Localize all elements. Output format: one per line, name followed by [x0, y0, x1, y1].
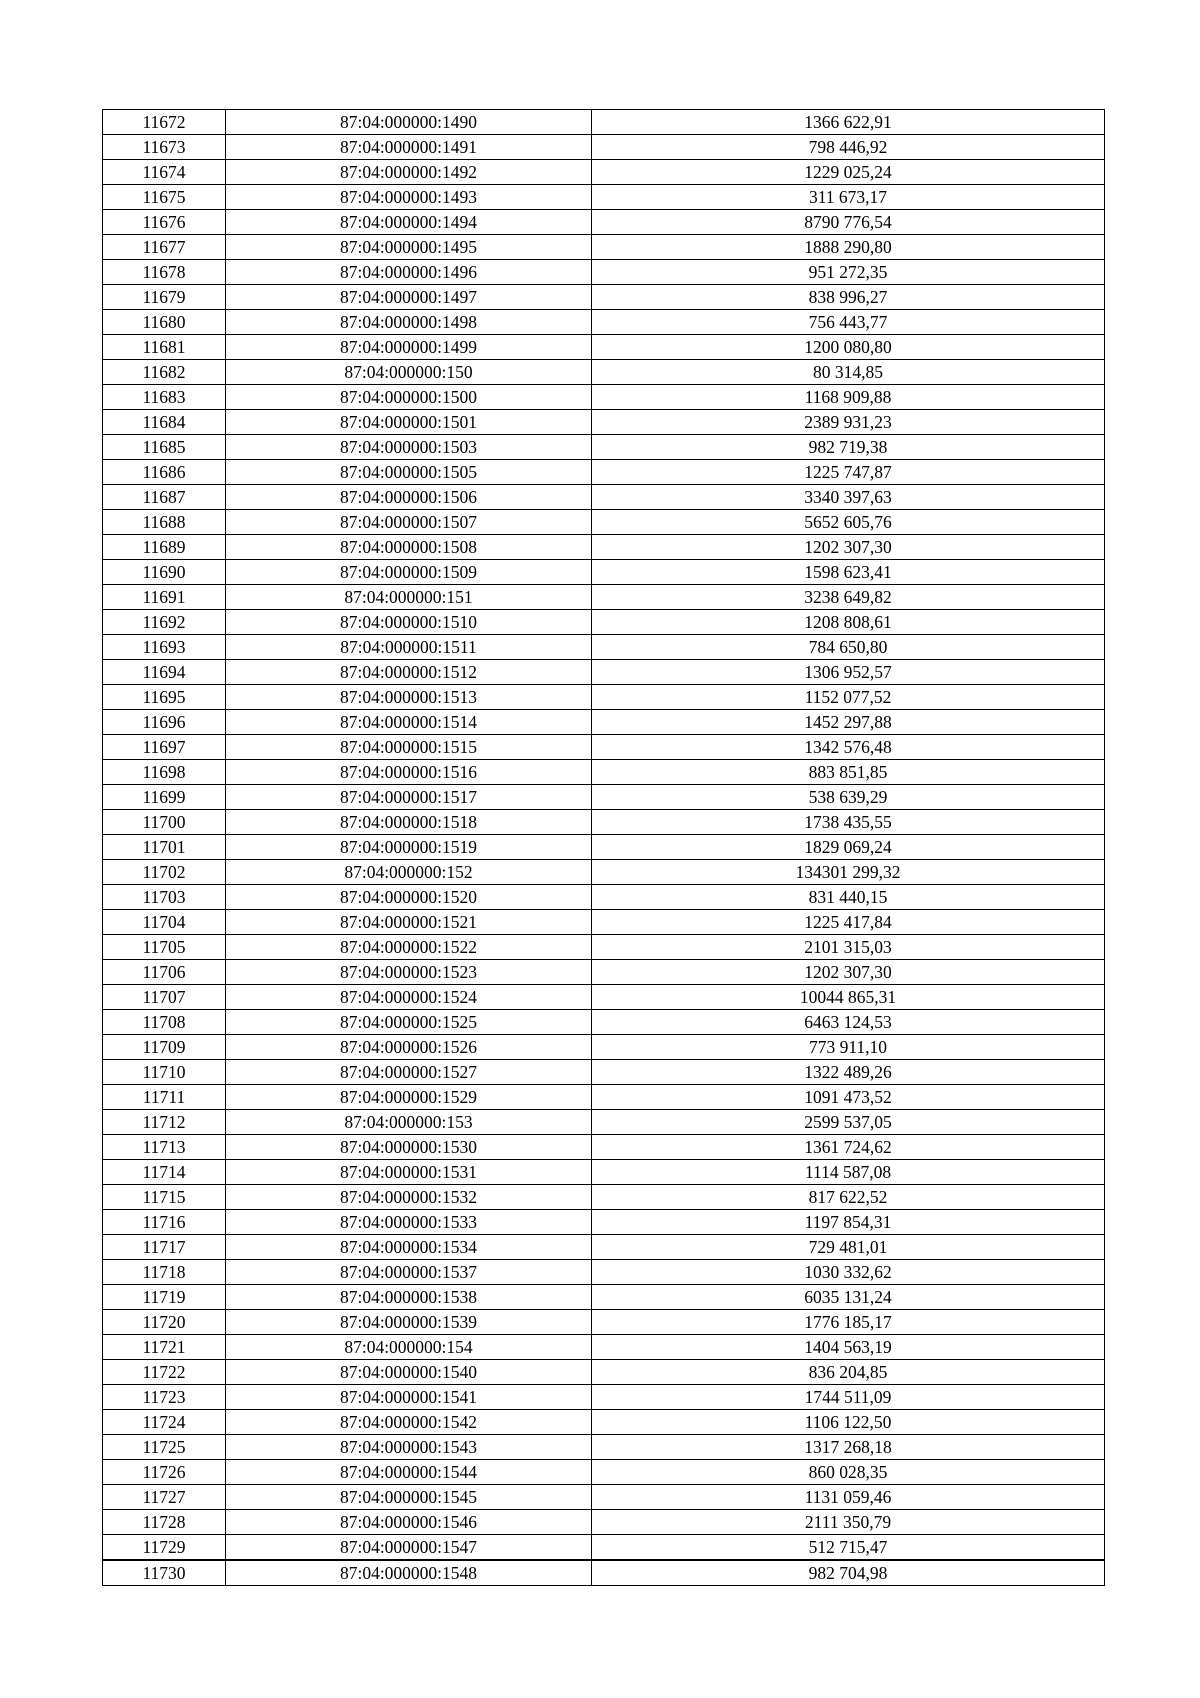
cadastral-number-cell: 87:04:000000:1539 — [226, 1310, 592, 1335]
value-cell: 134301 299,32 — [592, 860, 1105, 885]
table-row — [103, 1535, 1105, 1561]
row-number-cell: 11704 — [103, 910, 226, 935]
value-cell: 1106 122,50 — [592, 1410, 1105, 1435]
table-row — [103, 460, 1105, 485]
table-row — [103, 860, 1105, 885]
cadastral-number-cell: 87:04:000000:1498 — [226, 310, 592, 335]
value-cell: 860 028,35 — [592, 1460, 1105, 1485]
cadastral-number-cell: 87:04:000000:1534 — [226, 1235, 592, 1260]
table-row — [103, 810, 1105, 835]
table-row — [103, 960, 1105, 985]
table-row — [103, 135, 1105, 160]
table-row — [103, 535, 1105, 560]
table-row — [103, 835, 1105, 860]
value-cell: 1322 489,26 — [592, 1060, 1105, 1085]
row-number-cell: 11686 — [103, 460, 226, 485]
row-number-cell: 11711 — [103, 1085, 226, 1110]
table-row — [103, 560, 1105, 585]
table-row — [103, 1485, 1105, 1510]
cadastral-number-cell: 87:04:000000:1505 — [226, 460, 592, 485]
table-row — [103, 110, 1105, 135]
row-number-cell: 11690 — [103, 560, 226, 585]
cadastral-number-cell: 87:04:000000:1533 — [226, 1210, 592, 1235]
cadastral-number-cell: 87:04:000000:1540 — [226, 1360, 592, 1385]
cadastral-number-cell: 87:04:000000:150 — [226, 360, 592, 385]
row-number-cell: 11725 — [103, 1435, 226, 1460]
row-number-cell: 11702 — [103, 860, 226, 885]
row-number-cell: 11687 — [103, 485, 226, 510]
row-number-cell: 11707 — [103, 985, 226, 1010]
value-cell: 1342 576,48 — [592, 735, 1105, 760]
table-row — [103, 1035, 1105, 1060]
table-row — [103, 1310, 1105, 1335]
value-cell: 1030 332,62 — [592, 1260, 1105, 1285]
table-row — [103, 1085, 1105, 1110]
row-number-cell: 11703 — [103, 885, 226, 910]
cadastral-number-cell: 87:04:000000:1530 — [226, 1135, 592, 1160]
cadastral-number-cell: 87:04:000000:1512 — [226, 660, 592, 685]
cadastral-number-cell: 87:04:000000:1514 — [226, 710, 592, 735]
table-row — [103, 260, 1105, 285]
value-cell: 3238 649,82 — [592, 585, 1105, 610]
table-row — [103, 935, 1105, 960]
value-cell: 773 911,10 — [592, 1035, 1105, 1060]
cadastral-number-cell: 87:04:000000:1525 — [226, 1010, 592, 1035]
value-cell: 80 314,85 — [592, 360, 1105, 385]
value-cell: 1202 307,30 — [592, 960, 1105, 985]
cadastral-number-cell: 87:04:000000:1545 — [226, 1485, 592, 1510]
cadastral-number-cell: 87:04:000000:1511 — [226, 635, 592, 660]
value-cell: 883 851,85 — [592, 760, 1105, 785]
row-number-cell: 11673 — [103, 135, 226, 160]
value-cell: 1114 587,08 — [592, 1160, 1105, 1185]
cadastral-number-cell: 87:04:000000:1506 — [226, 485, 592, 510]
value-cell: 1225 417,84 — [592, 910, 1105, 935]
value-cell: 729 481,01 — [592, 1235, 1105, 1260]
value-cell: 1208 808,61 — [592, 610, 1105, 635]
value-cell: 1738 435,55 — [592, 810, 1105, 835]
cadastral-number-cell: 87:04:000000:1513 — [226, 685, 592, 710]
value-cell: 817 622,52 — [592, 1185, 1105, 1210]
table-row — [103, 660, 1105, 685]
cadastral-number-cell: 87:04:000000:1543 — [226, 1435, 592, 1460]
cadastral-number-cell: 87:04:000000:1496 — [226, 260, 592, 285]
row-number-cell: 11679 — [103, 285, 226, 310]
cadastral-number-cell: 87:04:000000:1518 — [226, 810, 592, 835]
cadastral-number-cell: 87:04:000000:1500 — [226, 385, 592, 410]
row-number-cell: 11713 — [103, 1135, 226, 1160]
row-number-cell: 11697 — [103, 735, 226, 760]
row-number-cell: 11695 — [103, 685, 226, 710]
table-row — [103, 1185, 1105, 1210]
table-row — [103, 1010, 1105, 1035]
row-number-cell: 11728 — [103, 1510, 226, 1535]
row-number-cell: 11685 — [103, 435, 226, 460]
table-row — [103, 685, 1105, 710]
value-cell: 1306 952,57 — [592, 660, 1105, 685]
value-cell: 1888 290,80 — [592, 235, 1105, 260]
cadastral-number-cell: 87:04:000000:1501 — [226, 410, 592, 435]
cadastral-number-cell: 87:04:000000:1527 — [226, 1060, 592, 1085]
cadastral-number-cell: 87:04:000000:1508 — [226, 535, 592, 560]
table-row — [103, 1360, 1105, 1385]
row-number-cell: 11710 — [103, 1060, 226, 1085]
value-cell: 1776 185,17 — [592, 1310, 1105, 1335]
row-number-cell: 11678 — [103, 260, 226, 285]
row-number-cell: 11730 — [103, 1560, 226, 1586]
row-number-cell: 11700 — [103, 810, 226, 835]
row-number-cell: 11680 — [103, 310, 226, 335]
value-cell: 1361 724,62 — [592, 1135, 1105, 1160]
row-number-cell: 11701 — [103, 835, 226, 860]
cadastral-number-cell: 87:04:000000:1517 — [226, 785, 592, 810]
value-cell: 10044 865,31 — [592, 985, 1105, 1010]
cadastral-number-cell: 87:04:000000:1524 — [226, 985, 592, 1010]
cadastral-number-cell: 87:04:000000:154 — [226, 1335, 592, 1360]
table-row — [103, 1460, 1105, 1485]
value-cell: 982 704,98 — [592, 1560, 1105, 1586]
table-row — [103, 585, 1105, 610]
table-row — [103, 760, 1105, 785]
table-row — [103, 635, 1105, 660]
cadastral-number-cell: 87:04:000000:1537 — [226, 1260, 592, 1285]
value-cell: 2599 537,05 — [592, 1110, 1105, 1135]
cadastral-number-cell: 87:04:000000:1507 — [226, 510, 592, 535]
value-cell: 784 650,80 — [592, 635, 1105, 660]
value-cell: 1366 622,91 — [592, 110, 1105, 135]
cadastral-number-cell: 87:04:000000:1541 — [226, 1385, 592, 1410]
cadastral-number-cell: 87:04:000000:152 — [226, 860, 592, 885]
table-row — [103, 160, 1105, 185]
row-number-cell: 11719 — [103, 1285, 226, 1310]
cadastral-number-cell: 87:04:000000:1509 — [226, 560, 592, 585]
cadastral-number-cell: 87:04:000000:1510 — [226, 610, 592, 635]
cadastral-number-cell: 87:04:000000:1532 — [226, 1185, 592, 1210]
table-row — [103, 885, 1105, 910]
table-body — [103, 110, 1105, 1586]
value-cell: 1091 473,52 — [592, 1085, 1105, 1110]
value-cell: 838 996,27 — [592, 285, 1105, 310]
value-cell: 1200 080,80 — [592, 335, 1105, 360]
row-number-cell: 11727 — [103, 1485, 226, 1510]
row-number-cell: 11698 — [103, 760, 226, 785]
row-number-cell: 11688 — [103, 510, 226, 535]
value-cell: 831 440,15 — [592, 885, 1105, 910]
cadastral-number-cell: 87:04:000000:1548 — [226, 1560, 592, 1586]
table-row — [103, 410, 1105, 435]
row-number-cell: 11677 — [103, 235, 226, 260]
value-cell: 538 639,29 — [592, 785, 1105, 810]
table-row — [103, 735, 1105, 760]
value-cell: 1202 307,30 — [592, 535, 1105, 560]
row-number-cell: 11709 — [103, 1035, 226, 1060]
row-number-cell: 11672 — [103, 110, 226, 135]
value-cell: 836 204,85 — [592, 1360, 1105, 1385]
table-row — [103, 1510, 1105, 1535]
table-row — [103, 985, 1105, 1010]
value-cell: 1168 909,88 — [592, 385, 1105, 410]
row-number-cell: 11694 — [103, 660, 226, 685]
cadastral-number-cell: 87:04:000000:1516 — [226, 760, 592, 785]
table-row — [103, 710, 1105, 735]
value-cell: 1829 069,24 — [592, 835, 1105, 860]
value-cell: 1197 854,31 — [592, 1210, 1105, 1235]
cadastral-number-cell: 87:04:000000:1544 — [226, 1460, 592, 1485]
cadastral-number-cell: 87:04:000000:1538 — [226, 1285, 592, 1310]
table-row — [103, 235, 1105, 260]
table-row — [103, 360, 1105, 385]
value-cell: 1225 747,87 — [592, 460, 1105, 485]
table-row — [103, 1285, 1105, 1310]
cadastral-number-cell: 87:04:000000:1531 — [226, 1160, 592, 1185]
row-number-cell: 11723 — [103, 1385, 226, 1410]
row-number-cell: 11729 — [103, 1535, 226, 1561]
row-number-cell: 11706 — [103, 960, 226, 985]
row-number-cell: 11693 — [103, 635, 226, 660]
data-table — [102, 109, 1105, 1586]
row-number-cell: 11724 — [103, 1410, 226, 1435]
value-cell: 2111 350,79 — [592, 1510, 1105, 1535]
cadastral-number-cell: 87:04:000000:153 — [226, 1110, 592, 1135]
row-number-cell: 11708 — [103, 1010, 226, 1035]
cadastral-number-cell: 87:04:000000:1521 — [226, 910, 592, 935]
table-row — [103, 1210, 1105, 1235]
value-cell: 798 446,92 — [592, 135, 1105, 160]
cadastral-number-cell: 87:04:000000:1546 — [226, 1510, 592, 1535]
row-number-cell: 11712 — [103, 1110, 226, 1135]
row-number-cell: 11705 — [103, 935, 226, 960]
table-row — [103, 1110, 1105, 1135]
value-cell: 1317 268,18 — [592, 1435, 1105, 1460]
value-cell: 2101 315,03 — [592, 935, 1105, 960]
value-cell: 8790 776,54 — [592, 210, 1105, 235]
value-cell: 512 715,47 — [592, 1535, 1105, 1561]
value-cell: 1598 623,41 — [592, 560, 1105, 585]
value-cell: 6035 131,24 — [592, 1285, 1105, 1310]
row-number-cell: 11683 — [103, 385, 226, 410]
value-cell: 1452 297,88 — [592, 710, 1105, 735]
row-number-cell: 11675 — [103, 185, 226, 210]
value-cell: 756 443,77 — [592, 310, 1105, 335]
row-number-cell: 11682 — [103, 360, 226, 385]
table-row — [103, 1260, 1105, 1285]
cadastral-number-cell: 87:04:000000:1523 — [226, 960, 592, 985]
value-cell: 1131 059,46 — [592, 1485, 1105, 1510]
row-number-cell: 11714 — [103, 1160, 226, 1185]
table-row — [103, 1435, 1105, 1460]
cadastral-number-cell: 87:04:000000:1547 — [226, 1535, 592, 1561]
value-cell: 1404 563,19 — [592, 1335, 1105, 1360]
cadastral-number-cell: 87:04:000000:1519 — [226, 835, 592, 860]
table-row — [103, 335, 1105, 360]
row-number-cell: 11715 — [103, 1185, 226, 1210]
row-number-cell: 11720 — [103, 1310, 226, 1335]
value-cell: 2389 931,23 — [592, 410, 1105, 435]
row-number-cell: 11718 — [103, 1260, 226, 1285]
cadastral-number-cell: 87:04:000000:1495 — [226, 235, 592, 260]
table-row — [103, 1160, 1105, 1185]
value-cell: 1229 025,24 — [592, 160, 1105, 185]
table-row — [103, 1235, 1105, 1260]
table-row — [103, 310, 1105, 335]
cadastral-number-cell: 87:04:000000:1490 — [226, 110, 592, 135]
row-number-cell: 11691 — [103, 585, 226, 610]
cadastral-number-cell: 87:04:000000:1526 — [226, 1035, 592, 1060]
table-row — [103, 1060, 1105, 1085]
table-row — [103, 1135, 1105, 1160]
cadastral-number-cell: 87:04:000000:151 — [226, 585, 592, 610]
cadastral-number-cell: 87:04:000000:1497 — [226, 285, 592, 310]
table-row — [103, 1410, 1105, 1435]
table-row — [103, 610, 1105, 635]
value-cell: 3340 397,63 — [592, 485, 1105, 510]
table-row — [103, 485, 1105, 510]
cadastral-number-cell: 87:04:000000:1499 — [226, 335, 592, 360]
row-number-cell: 11674 — [103, 160, 226, 185]
table-row — [103, 435, 1105, 460]
cadastral-number-cell: 87:04:000000:1493 — [226, 185, 592, 210]
table-row — [103, 1385, 1105, 1410]
table-row — [103, 1335, 1105, 1360]
value-cell: 6463 124,53 — [592, 1010, 1105, 1035]
row-number-cell: 11684 — [103, 410, 226, 435]
value-cell: 5652 605,76 — [592, 510, 1105, 535]
row-number-cell: 11726 — [103, 1460, 226, 1485]
row-number-cell: 11699 — [103, 785, 226, 810]
cadastral-number-cell: 87:04:000000:1520 — [226, 885, 592, 910]
table-row — [103, 910, 1105, 935]
row-number-cell: 11717 — [103, 1235, 226, 1260]
row-number-cell: 11716 — [103, 1210, 226, 1235]
value-cell: 311 673,17 — [592, 185, 1105, 210]
value-cell: 1744 511,09 — [592, 1385, 1105, 1410]
row-number-cell: 11692 — [103, 610, 226, 635]
value-cell: 1152 077,52 — [592, 685, 1105, 710]
row-number-cell: 11721 — [103, 1335, 226, 1360]
row-number-cell: 11696 — [103, 710, 226, 735]
cadastral-number-cell: 87:04:000000:1491 — [226, 135, 592, 160]
cadastral-number-cell: 87:04:000000:1522 — [226, 935, 592, 960]
row-number-cell: 11722 — [103, 1360, 226, 1385]
value-cell: 982 719,38 — [592, 435, 1105, 460]
cadastral-number-cell: 87:04:000000:1492 — [226, 160, 592, 185]
row-number-cell: 11681 — [103, 335, 226, 360]
cadastral-number-cell: 87:04:000000:1515 — [226, 735, 592, 760]
cadastral-number-cell: 87:04:000000:1529 — [226, 1085, 592, 1110]
cadastral-number-cell: 87:04:000000:1494 — [226, 210, 592, 235]
cadastral-number-cell: 87:04:000000:1542 — [226, 1410, 592, 1435]
row-number-cell: 11689 — [103, 535, 226, 560]
table-row — [103, 385, 1105, 410]
value-cell: 951 272,35 — [592, 260, 1105, 285]
table-row — [103, 285, 1105, 310]
table-row — [103, 785, 1105, 810]
table-row — [103, 210, 1105, 235]
cadastral-number-cell: 87:04:000000:1503 — [226, 435, 592, 460]
row-number-cell: 11676 — [103, 210, 226, 235]
table-row — [103, 1560, 1105, 1586]
table-row — [103, 185, 1105, 210]
table-row — [103, 510, 1105, 535]
